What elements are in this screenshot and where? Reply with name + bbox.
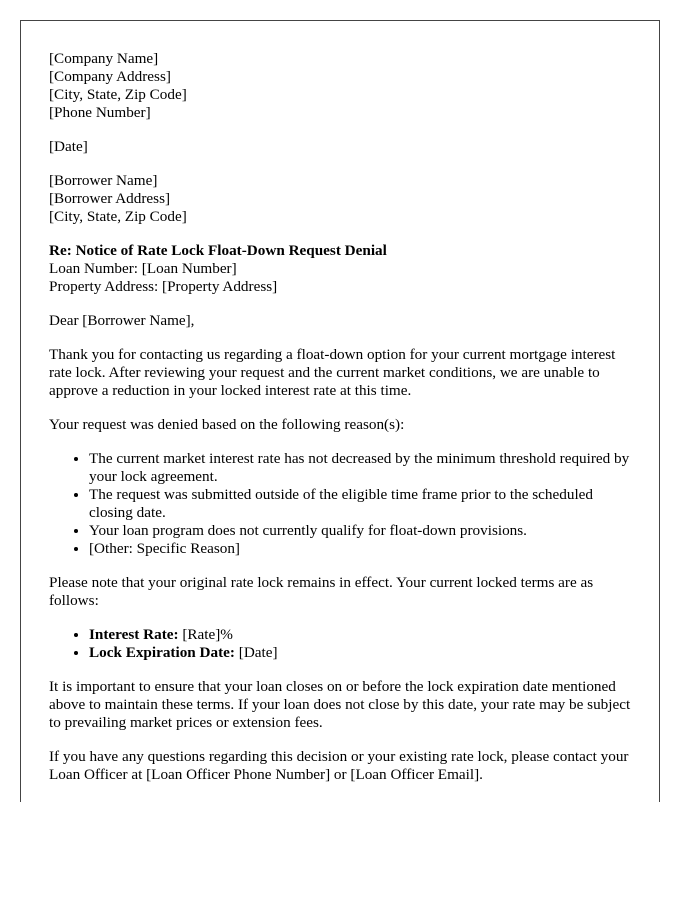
contact-note: If you have any questions regarding this decision or your existing rate lock, please contact your Loan Officer at [Loan Officer Phone Number] or [Loan Officer Email]. bbox=[49, 748, 629, 783]
terms-list bbox=[49, 626, 631, 662]
salutation: Dear [Borrower Name], bbox=[49, 312, 195, 329]
letter-page bbox=[20, 20, 660, 802]
lock-expiration-value: [Date] bbox=[234, 644, 278, 661]
subject-block bbox=[49, 242, 631, 296]
interest-rate-item bbox=[89, 626, 631, 644]
sender-address-block bbox=[49, 50, 631, 122]
list-item: • Your loan program does not currently qualify for float-down provisions. bbox=[89, 522, 631, 540]
interest-rate-value: [Rate]% bbox=[178, 626, 233, 643]
interest-rate-label: Interest Rate: bbox=[89, 626, 179, 643]
list-item: • [Other: Specific Reason] bbox=[89, 540, 631, 558]
reasons-list bbox=[49, 450, 631, 558]
loan-number: Loan Number: [Loan Number] bbox=[49, 260, 237, 277]
terms-intro: Please note that your original rate lock remains in effect. Your current locked terms are as follows: bbox=[49, 574, 594, 609]
lock-expiration-label: Lock Expiration Date: bbox=[89, 644, 235, 661]
closing-note: It is important to ensure that your loan closes on or before the lock expiration date mentioned above to maintain these terms. If your loan does not close by this date, your rate may be subject to prevailing market prices or extension fees. bbox=[49, 678, 631, 731]
subject-title: Re: Notice of Rate Lock Float-Down Request Denial bbox=[49, 242, 387, 259]
list-item: • The request was submitted outside of the eligible time frame prior to the scheduled closing date. bbox=[89, 486, 631, 522]
intro-paragraph: Thank you for contacting us regarding a float-down option for your current mortgage interest rate lock. After reviewing your request and the current market conditions, we are unable to approve a reduction in your locked interest rate at this time. bbox=[49, 346, 616, 399]
sender-phone: [Phone Number] bbox=[49, 104, 151, 121]
lock-expiration-item bbox=[89, 644, 631, 662]
sender-company-name: [Company Name] bbox=[49, 50, 159, 67]
sender-company-address: [Company Address] bbox=[49, 68, 171, 85]
recipient-name: [Borrower Name] bbox=[49, 172, 158, 189]
list-item: • The current market interest rate has not decreased by the minimum threshold required by your lock agreement. bbox=[89, 450, 631, 486]
recipient-city-state-zip: [City, State, Zip Code] bbox=[49, 208, 187, 225]
sender-city-state-zip: [City, State, Zip Code] bbox=[49, 86, 187, 103]
property-address: Property Address: [Property Address] bbox=[49, 278, 278, 295]
letter-date: [Date] bbox=[49, 138, 88, 155]
reasons-intro: Your request was denied based on the following reason(s): bbox=[49, 416, 405, 433]
recipient-address: [Borrower Address] bbox=[49, 190, 171, 207]
recipient-address-block bbox=[49, 172, 631, 226]
